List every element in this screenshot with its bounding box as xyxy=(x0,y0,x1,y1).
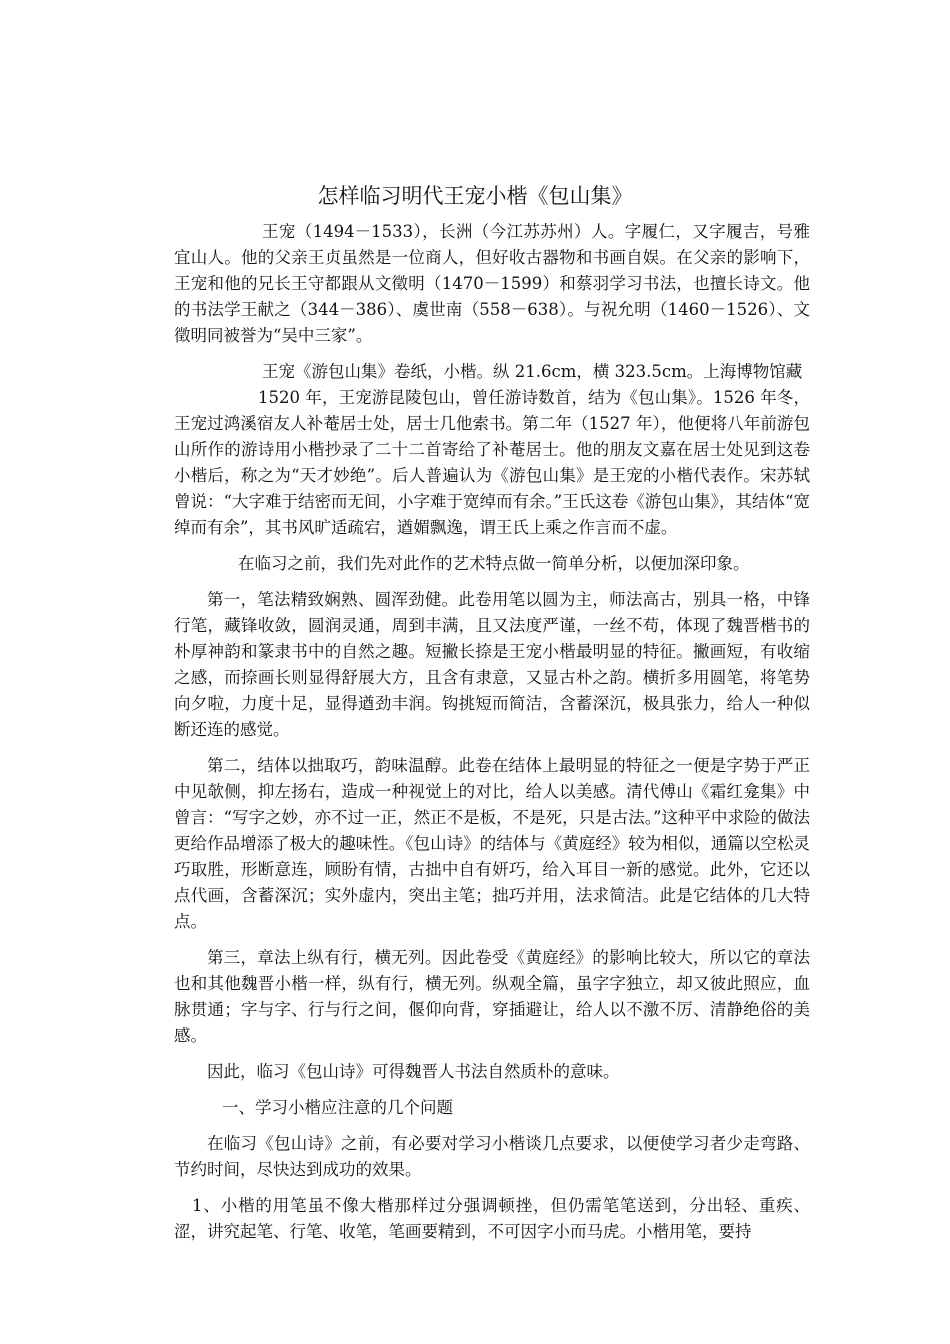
paragraph-brushwork: 第一，笔法精致娴熟、圆浑劲健。此卷用笔以圆为主，师法高古，别具一格，中锋行笔，藏锋收敛，圆润灵通，周到丰满，且又法度严谨，一丝不苟，体现了魏晋楷书的朴厚神韵和篆隶书中的自然之趣。短撇长捺是王宠小楷最明显的特征。撇画短，有收缩之感，而捺画长则显得舒展大方，且含有隶意，又显古朴之韵。横折多用圆笔，将笔势向夕啦，力度十足，显得遒劲丰润。钩挑短而简洁，含蓄深沉，极具张力，给人一种似断还连的感觉。 xyxy=(174,590,810,739)
paragraph-analysis-intro: 在临习之前，我们先对此作的艺术特点做一简单分析，以便加深印象。 xyxy=(238,554,750,573)
paragraph-artwork-caption: 王宠《游包山集》卷纸，小楷。纵 21.6cm，横 323.5cm。上海博物馆藏 xyxy=(262,362,803,381)
paragraph-section-intro: 在临习《包山诗》之前，有必要对学习小楷谈几点要求，以便使学习者少走弯路、节约时间，尽快达到成功的效果。 xyxy=(174,1134,810,1179)
document-body xyxy=(174,219,810,1245)
paragraph-artwork-history: 1520 年，王宠游昆陵包山，曾任游诗数首，结为《包山集》。1526 年冬，王宠过鸿溪宿友人补菴居士处，居士几他索书。第二年（1527 年），他便将八年前游包山所作的游诗用小楷抄录了二十二首寄给了补菴居士。他的朋友文嘉在居士处见到这卷小楷后，称之为“天才妙绝”。后人普遍认为《游包山集》是王宠的小楷代表作。宋苏轼曾说：“大字难于结密而无间，小字难于宽绰而有余。”王氏这卷《游包山集》，其结体“宽绰而有余”，其书风旷适疏宕，遒媚飘逸，谓王氏上乘之作言而不虚。 xyxy=(174,388,810,537)
paragraph-composition: 第三，章法上纵有行，横无列。因此卷受《黄庭经》的影响比较大，所以它的章法也和其他魏晋小楷一样，纵有行，横无列。纵观全篇，虽字字独立，却又彼此照应，血脉贯通；字与字、行与行之间，偃仰向背，穿插避让，给人以不激不厉、清静绝俗的美感。 xyxy=(174,948,810,1045)
paragraph-conclusion: 因此，临习《包山诗》可得魏晋人书法自然质朴的意味。 xyxy=(207,1062,620,1081)
section-heading: 一、学习小楷应注意的几个问题 xyxy=(222,1098,453,1117)
paragraph-point-1: 1、小楷的用笔虽不像大楷那样过分强调顿挫，但仍需笔笔送到，分出轻、重疾、涩，讲究起笔、行笔、收笔，笔画要精到，不可因字小而马虎。小楷用笔，要持 xyxy=(174,1196,810,1241)
document-title: 怎样临习明代王宠小楷《包山集》 xyxy=(317,184,633,208)
paragraph-biography: 王宠（1494－1533），长洲（今江苏苏州）人。字履仁，又字履吉，号雅宜山人。他的父亲王贞虽然是一位商人，但好收古器物和书画自娱。在父亲的影响下，王宠和他的兄长王守都跟从文徵明（1470－1599）和蔡羽学习书法，也擅长诗文。他的书法学王献之（344－386）、虞世南（558－638）。与祝允明（1460－1526）、文徵明同被誉为“吴中三家”。 xyxy=(174,222,810,345)
paragraph-structure: 第二，结体以拙取巧，韵味温醇。此卷在结体上最明显的特征之一便是字势于严正中见欹侧，抑左扬右，造成一种视觉上的对比，给人以美感。清代傅山《霜红龛集》中曾言：“写字之妙，亦不过一正，然正不是板，不是死，只是古法。”这种平中求险的做法更给作品增添了极大的趣味性。《包山诗》的结体与《黄庭经》较为相似，通篇以空松灵巧取胜，形断意连，顾盼有情，古拙中自有妍巧，给入耳目一新的感觉。此外，它还以点代画，含蓄深沉；实外虚内，突出主笔；拙巧并用，法求简洁。此是它结体的几大特点。 xyxy=(174,756,810,931)
